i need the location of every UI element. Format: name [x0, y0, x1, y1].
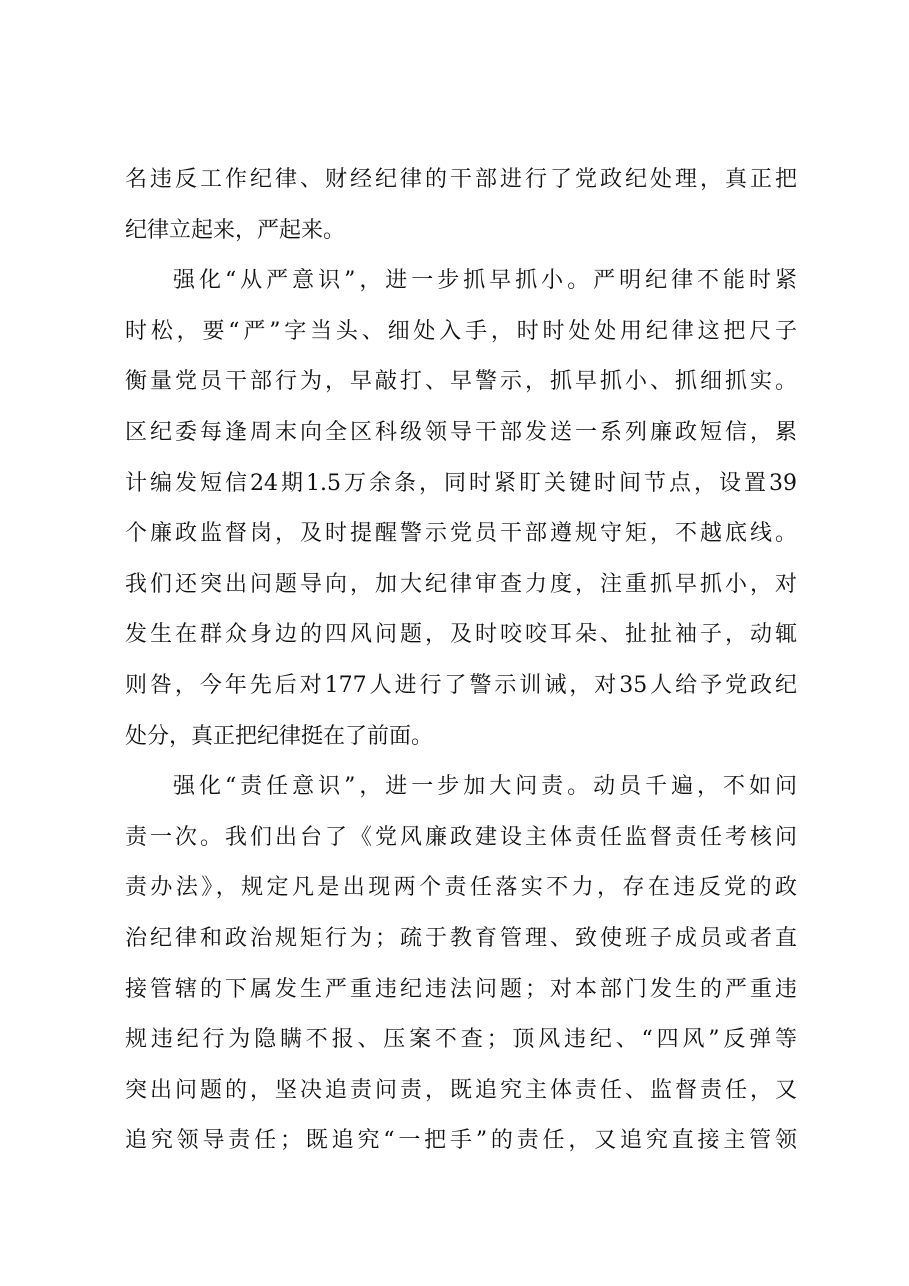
paragraph-first-line: 强化“从严意识”，进一步抓早抓小。严明纪律不能时紧 — [173, 268, 797, 294]
text-line: 追究领导责任；既追究“一把手”的责任，又追究直接主管领 — [125, 1128, 797, 1154]
paragraph-first-line: 强化“责任意识”，进一步加大问责。动员千遍，不如问 — [173, 774, 797, 800]
body-text — [125, 155, 797, 1167]
text-line: 接管辖的下属发生严重违纪违法问题；对本部门发生的严重违 — [125, 976, 797, 1002]
text-line: 时松，要“严”字当头、细处入手，时时处处用纪律这把尺子 — [125, 318, 797, 344]
text-line: 区纪委每逢周末向全区科级领导干部发送一系列廉政短信，累 — [125, 419, 797, 445]
text-line: 名违反工作纪律、财经纪律的干部进行了党政纪处理，真正把 — [125, 167, 797, 192]
text-line: 计编发短信24期1.5万余条，同时紧盯关键时间节点，设置39 — [125, 470, 797, 496]
text-line: 责一次。我们出台了《党风廉政建设主体责任监督责任考核问 — [125, 824, 797, 850]
text-line: 纪律立起来，严起来。 — [125, 217, 346, 243]
text-line: 责办法》，规定凡是出现两个责任落实不力，存在违反党的政 — [125, 875, 797, 901]
text-line: 突出问题的，坚决追责问责，既追究主体责任、监督责任，又 — [125, 1077, 797, 1103]
text-line: 衡量党员干部行为，早敲打、早警示，抓早抓小、抓细抓实。 — [125, 369, 797, 395]
text-line: 治纪律和政治规矩行为；疏于教育管理、致使班子成员或者直 — [125, 925, 797, 951]
text-line: 则咎，今年先后对177人进行了警示训诫，对35人给予党政纪 — [125, 672, 797, 698]
text-line: 发生在群众身边的四风问题，及时咬咬耳朵、扯扯袖子，动辄 — [125, 622, 797, 648]
text-line: 个廉政监督岗，及时提醒警示党员干部遵规守矩，不越底线。 — [125, 521, 797, 547]
text-line: 规违纪行为隐瞒不报、压案不查；顶风违纪、“四风”反弹等 — [125, 1027, 797, 1053]
text-line: 我们还突出问题导向，加大纪律审查力度，注重抓早抓小，对 — [125, 571, 797, 597]
text-line: 处分，真正把纪律挺在了前面。 — [125, 723, 434, 749]
